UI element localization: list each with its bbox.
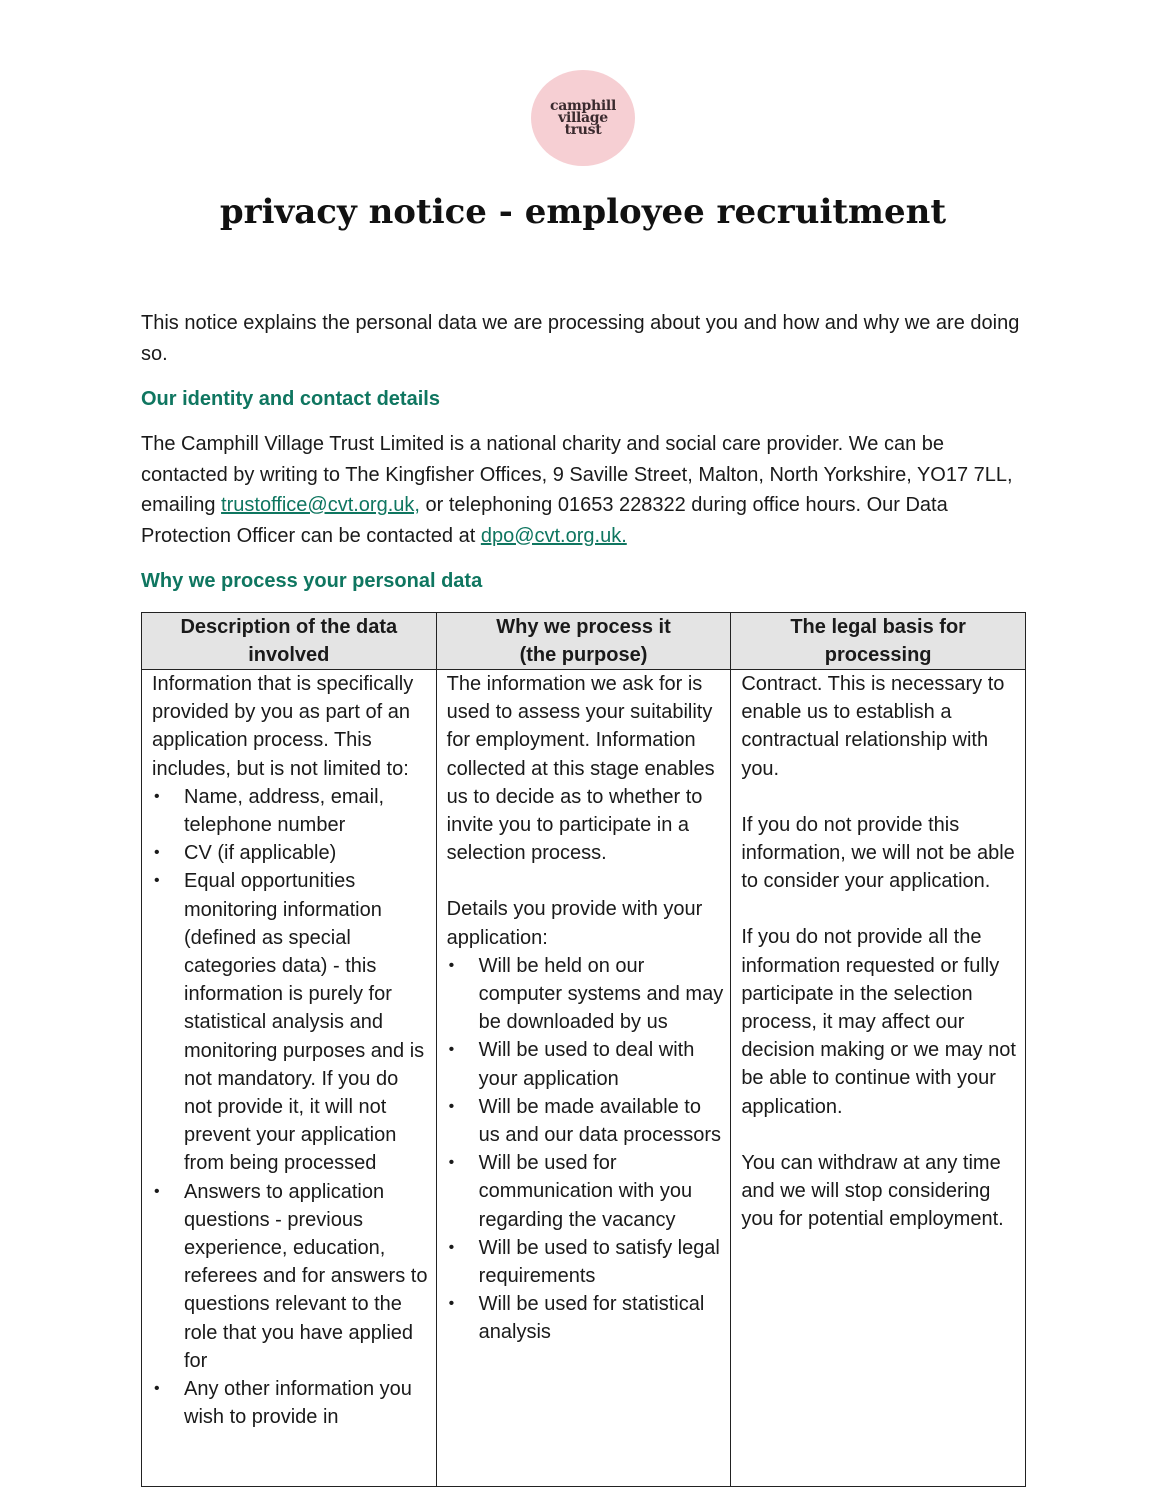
document-body xyxy=(141,308,1026,1487)
identity-text-1: The Camphill Village Trust Limited is a national charity and social care provider. We can be contacted by writing to The Kingfisher Offices, 9 Saville Street, Malton, North Yorkshire, YO17 7LL, emailing xyxy=(141,433,1013,516)
logo-line-2: village xyxy=(558,110,608,126)
legal-basis-paragraph-2: If you do not provide this information, we will not be able to consider your application. xyxy=(741,813,1015,893)
list-item: • Will be used for communication with you regarding the vacancy xyxy=(479,1149,725,1234)
logo-line-1: camphill xyxy=(550,98,616,114)
header-description: Description of the data involved xyxy=(142,613,437,670)
list-item: • Any other information you wish to provide in xyxy=(184,1375,430,1431)
list-item: • Will be used to deal with your application xyxy=(479,1036,725,1092)
list-item: • Will be held on our computer systems and may be downloaded by us xyxy=(479,952,725,1037)
page-title: privacy notice - employee recruitment xyxy=(219,192,947,232)
list-item: • Equal opportunities monitoring information (defined as special categories data) - this information is purely for statistical analysis and monitoring purposes and is not mandatory. If you do not provide it, it will not prevent your application from being processed xyxy=(184,867,430,1177)
processing-table xyxy=(141,612,1026,1487)
identity-heading: Our identity and contact details xyxy=(141,388,440,410)
legal-basis-paragraph-3: If you do not provide all the information requested or fully participate in the selection process, it may affect our decision making or we may not be able to continue with your application. xyxy=(741,926,1016,1118)
list-item: • Will be used to satisfy legal requirements xyxy=(479,1234,725,1290)
why-process-heading: Why we process your personal data xyxy=(141,570,483,592)
header-legal-basis: The legal basis for processing xyxy=(731,613,1026,670)
purpose-details-label: Details you provide with your application: xyxy=(446,898,703,949)
trustoffice-email-link[interactable]: trustoffice@cvt.org.uk, xyxy=(221,494,420,516)
description-list xyxy=(152,783,430,1432)
list-item: • Will be used for statistical analysis xyxy=(479,1290,725,1346)
table-row xyxy=(142,670,1026,1487)
identity-text-2: or telephoning 01653 228322 during office hours. Our Data Protection Officer can be contacted at xyxy=(141,494,948,547)
header-purpose: Why we process it (the purpose) xyxy=(436,613,731,670)
legal-basis-cell xyxy=(731,670,1026,1487)
legal-basis-paragraph-4: You can withdraw at any time and we will stop considering you for potential employment. xyxy=(741,1151,1004,1231)
list-item: • Name, address, email, telephone number xyxy=(184,783,430,839)
list-item: • Will be made available to us and our data processors xyxy=(479,1093,725,1149)
intro-paragraph: This notice explains the personal data we are processing about you and how and why we are doing so. xyxy=(141,312,1020,365)
identity-paragraph xyxy=(141,429,1026,551)
description-cell xyxy=(142,670,437,1487)
camphill-village-trust-logo xyxy=(531,70,635,166)
logo-line-3: trust xyxy=(564,122,602,138)
legal-basis-paragraph-1: Contract. This is necessary to enable us to establish a contractual relationship with you. xyxy=(741,673,1005,780)
list-item: • CV (if applicable) xyxy=(184,839,430,867)
purpose-list xyxy=(447,952,725,1347)
description-intro: Information that is specifically provided by you as part of an application process. This includes, but is not limited to: xyxy=(152,673,414,780)
table-header-row xyxy=(142,613,1026,670)
dpo-email-link[interactable]: dpo@cvt.org.uk. xyxy=(480,524,627,547)
list-item: • Answers to application questions - previous experience, education, referees and for answers to questions relevant to the role that you have applied for xyxy=(184,1178,430,1375)
purpose-cell xyxy=(436,670,731,1487)
purpose-intro: The information we ask for is used to assess your suitability for employment. Information collected at this stage enables us to decide as to whether to invite you to participate in a selection process. xyxy=(446,673,715,865)
